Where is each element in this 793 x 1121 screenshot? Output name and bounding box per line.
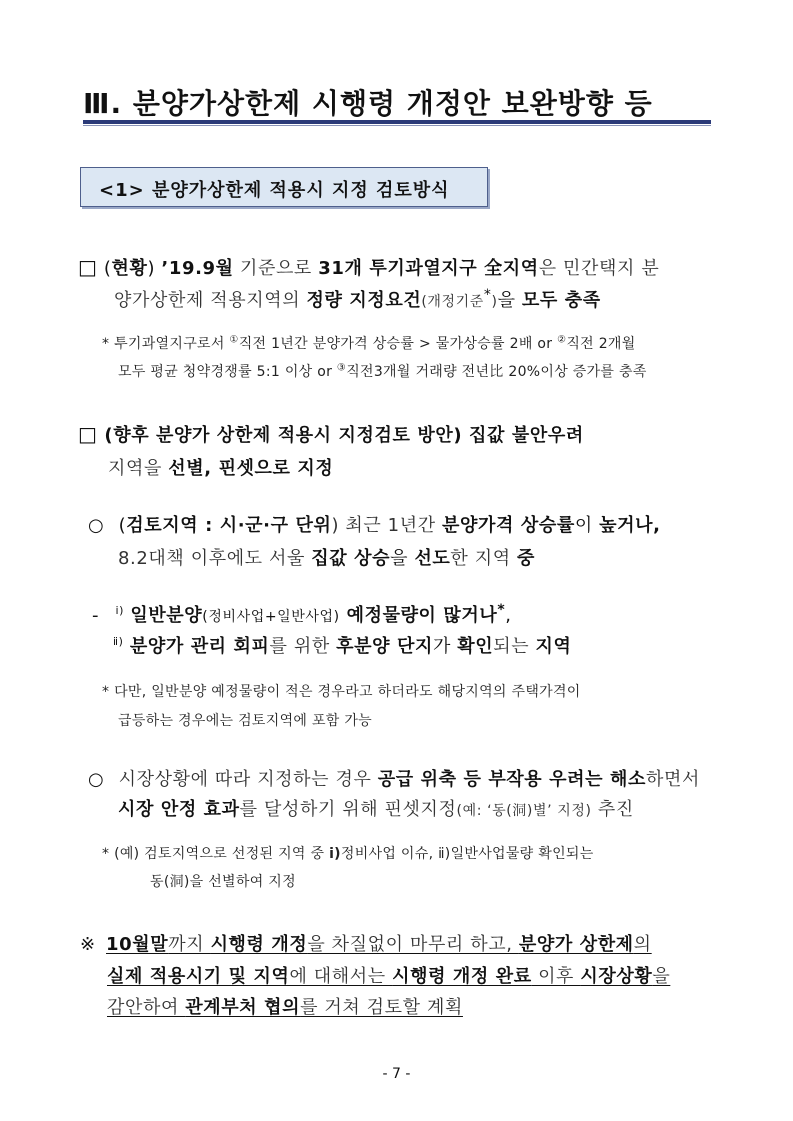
paragraph-future-line1: □ (향후 분양가 상한제 적용시 지정검토 방안) 집값 불안우려 [78,422,584,446]
paragraph-status-line2: 양가상한제 적용지역의 정량 지정요건(개정기준*)을 모두 충족 [114,287,601,311]
footnote-exception-line1: * 다만, 일반분양 예정물량이 적은 경우라고 하더라도 해당지역의 주택가격이 [102,684,581,700]
paragraph-criteria-line1: - $^{ⅰ)}$ 일반분양(정비사업+일반사업) 예정물량이 많거나*, [92,602,512,626]
paragraph-market-line1: ○ 시장상황에 따라 지정하는 경우 공급 위축 등 부작용 우려는 해소하면서 [88,769,700,790]
title-underline [83,120,711,124]
section-heading-text: <1> 분양가상한제 적용시 지정 검토방식 [99,180,450,201]
asterisk-mark: * [102,846,110,862]
footnote-criteria-line2: 모두 평균 청약경쟁률 5:1 이상 or ③직전3개월 거래량 전년比 20%이상 증가를 충족 [118,362,647,380]
footnote-example-line2: 동(洞)을 선별하여 지정 [150,874,296,890]
asterisk-mark: * [102,684,110,700]
asterisk-mark: * [102,336,110,352]
title-underline-thin [83,125,711,126]
paragraph-status-line1: □ (현황) ’19.9월 기준으로 31개 투기과열지구 全지역은 민간택지 분 [78,255,660,279]
closing-note-line3: 감안하여 관계부처 협의를 거쳐 검토할 계획 [107,997,463,1018]
paragraph-criteria-line2: $^{ⅱ)}$ 분양가 관리 회피를 위한 후분양 단지가 확인되는 지역 [113,635,572,657]
paragraph-future-line2: 지역을 선별, 핀셋으로 지정 [108,458,334,479]
paragraph-review-area-line1: ○ (검토지역 : 시·군·구 단위) 최근 1년간 분양가격 상승률이 높거나, [88,515,661,536]
page-title: Ⅲ. 분양가상한제 시행령 개정안 보완방향 등 [83,87,653,120]
footnote-exception-line2: 급등하는 경우에는 검토지역에 포함 가능 [118,713,373,729]
section-heading-box [80,167,488,207]
circle-bullet-icon: ○ [88,515,105,536]
reference-mark: ※ [80,934,96,955]
closing-note-line1: ※ 10월말까지 시행령 개정을 차질없이 마무리 하고, 분양가 상한제의 [80,934,652,955]
footnote-criteria-line1: * 투기과열지구로서 ①직전 1년간 분양가격 상승률 > 물가상승률 2배 or ②직전 2개월 [102,334,636,352]
square-bullet-icon: □ [78,255,98,279]
paragraph-review-area-line2: 8.2대책 이후에도 서울 집값 상승을 선도한 지역 중 [118,548,536,569]
square-bullet-icon: □ [78,422,98,446]
paragraph-market-line2: 시장 안정 효과를 달성하기 위해 핀셋지정(예: ‘동(洞)별’ 지정) 추진 [118,799,634,820]
footnote-example-line1: * (예) 검토지역으로 선정된 지역 중 ⅰ)정비사업 이슈, ⅱ)일반사업물량 확인되는 [102,846,594,862]
circle-bullet-icon: ○ [88,769,105,790]
closing-note-line2: 실제 적용시기 및 지역에 대해서는 시행령 개정 완료 이후 시장상황을 [107,966,671,987]
page-number: - 7 - [382,1066,411,1082]
dash-bullet: - [92,605,100,626]
